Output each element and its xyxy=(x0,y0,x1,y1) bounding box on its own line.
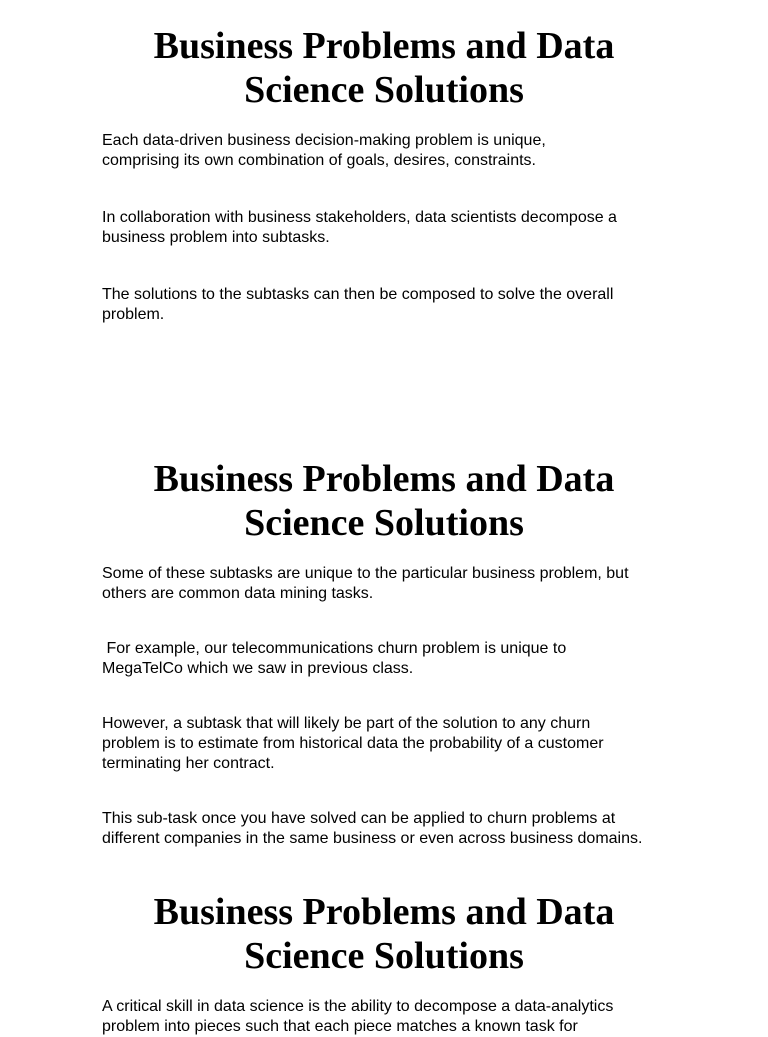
slide-title-line-1: Business Problems and Data xyxy=(153,458,615,500)
slide-body xyxy=(102,564,682,849)
slide-business-problems-3 xyxy=(0,890,768,1035)
slide-title-line-1: Business Problems and Data xyxy=(153,25,615,67)
slide-business-problems-2 xyxy=(0,457,768,847)
slide-title-line-2: Science Solutions xyxy=(244,502,524,544)
body-paragraph: Some of these subtasks are unique to the particular business problem, but others are common data mining tasks. xyxy=(102,565,629,602)
slide-body xyxy=(102,131,682,325)
body-paragraph: A critical skill in data science is the ability to decompose a data-analytics problem into pieces such that each piece matches a known task for xyxy=(102,998,614,1035)
body-paragraph: However, a subtask that will likely be part of the solution to any churn problem is to estimate from historical data the probability of a customer terminating her contract. xyxy=(102,715,604,772)
slide-title xyxy=(0,457,768,545)
body-paragraph: For example, our telecommunications churn problem is unique to MegaTelCo which we saw in previous class. xyxy=(102,640,567,677)
body-paragraph: Each data-driven business decision-making problem is unique, comprising its own combination of goals, desires, constraints. xyxy=(102,132,546,169)
slide-business-problems-1 xyxy=(0,24,768,323)
slide-title-line-2: Science Solutions xyxy=(244,69,524,111)
slide-title-line-1: Business Problems and Data xyxy=(153,891,615,933)
body-paragraph: In collaboration with business stakeholders, data scientists decompose a business problem into subtasks. xyxy=(102,209,617,246)
body-paragraph: This sub-task once you have solved can be applied to churn problems at different companies in the same business or even across business domains. xyxy=(102,810,643,847)
slide-title xyxy=(0,890,768,978)
slide-title xyxy=(0,24,768,112)
slide-body xyxy=(102,997,682,1037)
slide-title-line-2: Science Solutions xyxy=(244,935,524,977)
body-paragraph: The solutions to the subtasks can then be composed to solve the overall problem. xyxy=(102,286,614,323)
